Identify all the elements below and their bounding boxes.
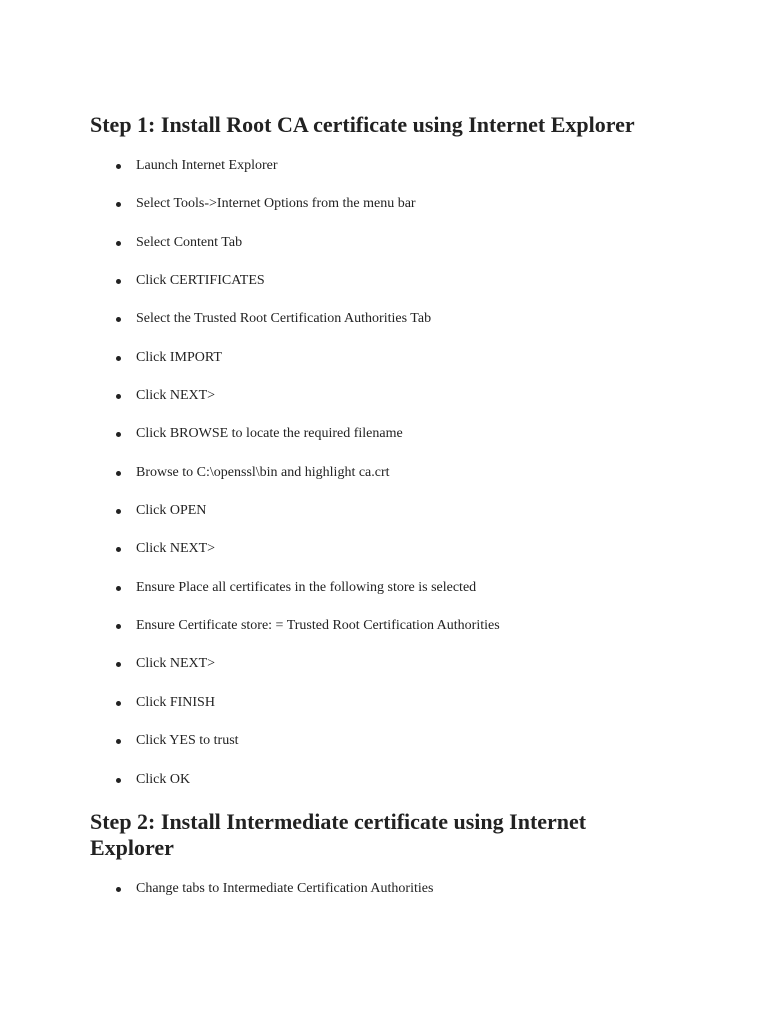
step2-list bbox=[110, 878, 730, 916]
list-item: Click FINISH bbox=[110, 692, 730, 730]
list-item: Ensure Place all certificates in the following store is selected bbox=[110, 577, 730, 615]
list-item: Click OPEN bbox=[110, 500, 730, 538]
list-item: Click NEXT> bbox=[110, 385, 730, 423]
list-item: Select the Trusted Root Certification Authorities Tab bbox=[110, 308, 730, 346]
step2-heading: Step 2: Install Intermediate certificate using Internet Explorer bbox=[90, 809, 587, 860]
list-item: Browse to C:\openssl\bin and highlight ca.crt bbox=[110, 462, 730, 500]
list-item: Launch Internet Explorer bbox=[110, 155, 730, 193]
list-item: Click YES to trust bbox=[110, 730, 730, 768]
list-item: Change tabs to Intermediate Certification Authorities bbox=[110, 878, 730, 916]
list-item: Click OK bbox=[110, 769, 730, 807]
step1-heading: Step 1: Install Root CA certificate using Internet Explorer bbox=[90, 112, 635, 137]
list-item: Select Tools->Internet Options from the menu bar bbox=[110, 193, 730, 231]
step1-list bbox=[110, 155, 730, 807]
list-item: Click BROWSE to locate the required filename bbox=[110, 423, 730, 461]
list-item: Click CERTIFICATES bbox=[110, 270, 730, 308]
list-item: Click NEXT> bbox=[110, 653, 730, 691]
list-item: Click NEXT> bbox=[110, 538, 730, 576]
list-item: Select Content Tab bbox=[110, 232, 730, 270]
list-item: Ensure Certificate store: = Trusted Root Certification Authorities bbox=[110, 615, 730, 653]
list-item: Click IMPORT bbox=[110, 347, 730, 385]
